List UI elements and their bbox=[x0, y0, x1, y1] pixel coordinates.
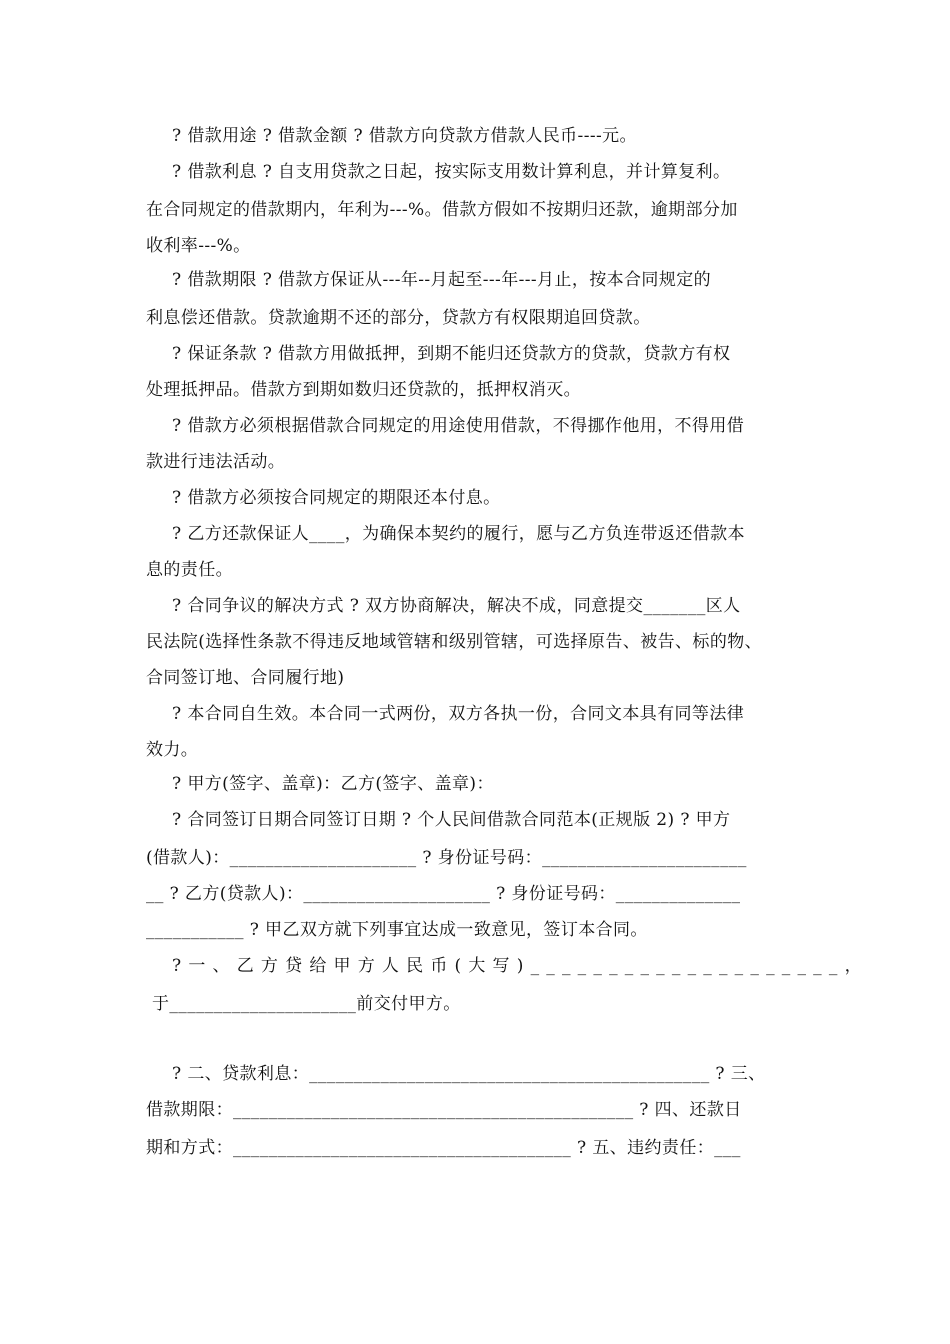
clause-two-interest: ? 二、贷款利息：_____________________________________________ ? 三、 bbox=[172, 1064, 766, 1084]
lender-id-line: __ ? 乙方(贷款人)：_____________________ ? 身份证号码：______________ bbox=[146, 884, 741, 904]
clause-one-amount: ?一、乙方贷给甲方人民币(大写)____________________， bbox=[172, 956, 869, 976]
paragraph-guarantor: ? 乙方还款保证人____，为确保本契约的履行，愿与乙方负连带返还借款本 bbox=[172, 524, 745, 544]
paragraph-dispute-cont: 民法院(选择性条款不得违反地域管辖和级别管辖，可选择原告、被告、标的物、 bbox=[146, 632, 763, 652]
paragraph-usage: ? 借款方必须根据借款合同规定的用途使用借款，不得挪作他用，不得用借 bbox=[172, 416, 745, 436]
paragraph-dispute: ? 合同争议的解决方式 ? 双方协商解决，解决不成，同意提交_______区人 bbox=[172, 596, 741, 616]
paragraph-loan-interest: ? 借款利息 ? 自支用贷款之日起，按实际支用数计算利息，并计算复利。 bbox=[172, 162, 731, 182]
paragraph-loan-term: ? 借款期限 ? 借款方保证从---年--月起至---年---月止，按本合同规定的 bbox=[172, 270, 712, 290]
paragraph-effect-cont: 效力。 bbox=[146, 740, 199, 760]
signature-line: ? 甲方(签字、盖章)：乙方(签字、盖章)： bbox=[172, 774, 494, 794]
borrower-id-line: (借款人)：_____________________ ? 身份证号码：_______________________ bbox=[146, 848, 747, 868]
paragraph-dispute-end: 合同签订地、合同履行地) bbox=[146, 668, 345, 688]
paragraph-loan-interest-cont: 在合同规定的借款期内，年利为---%。借款方假如不按期归还款，逾期部分加 bbox=[146, 200, 738, 220]
agreement-line: ___________ ? 甲乙双方就下列事宜达成一致意见，签订本合同。 bbox=[146, 920, 648, 940]
paragraph-repayment: ? 借款方必须按合同规定的期限还本付息。 bbox=[172, 488, 501, 508]
paragraph-guarantee-cont: 处理抵押品。借款方到期如数归还贷款的，抵押权消灭。 bbox=[146, 380, 581, 400]
paragraph-loan-interest-end: 收利率---%。 bbox=[146, 236, 251, 256]
clause-three-term: 借款期限：_____________________________________________ ? 四、还款日 bbox=[146, 1100, 742, 1120]
paragraph-guarantee: ? 保证条款 ? 借款方用做抵押，到期不能归还贷款方的贷款，贷款方有权 bbox=[172, 344, 731, 364]
paragraph-usage-cont: 款进行违法活动。 bbox=[146, 452, 286, 472]
clause-four-repayment: 期和方式：______________________________________ ? 五、违约责任：___ bbox=[146, 1138, 741, 1158]
paragraph-effect: ? 本合同自生效。本合同一式两份，双方各执一份，合同文本具有同等法律 bbox=[172, 704, 745, 724]
sign-date-line: ? 合同签订日期合同签订日期 ? 个人民间借款合同范本(正规版 2) ? 甲方 bbox=[172, 810, 731, 830]
paragraph-loan-purpose: ? 借款用途 ? 借款金额 ? 借款方向贷款方借款人民币----元。 bbox=[172, 126, 637, 146]
paragraph-guarantor-cont: 息的责任。 bbox=[146, 560, 233, 580]
paragraph-loan-term-cont: 利息偿还借款。贷款逾期不还的部分，贷款方有权限期追回贷款。 bbox=[146, 308, 651, 328]
clause-one-delivery: 于_____________________前交付甲方。 bbox=[152, 994, 461, 1014]
